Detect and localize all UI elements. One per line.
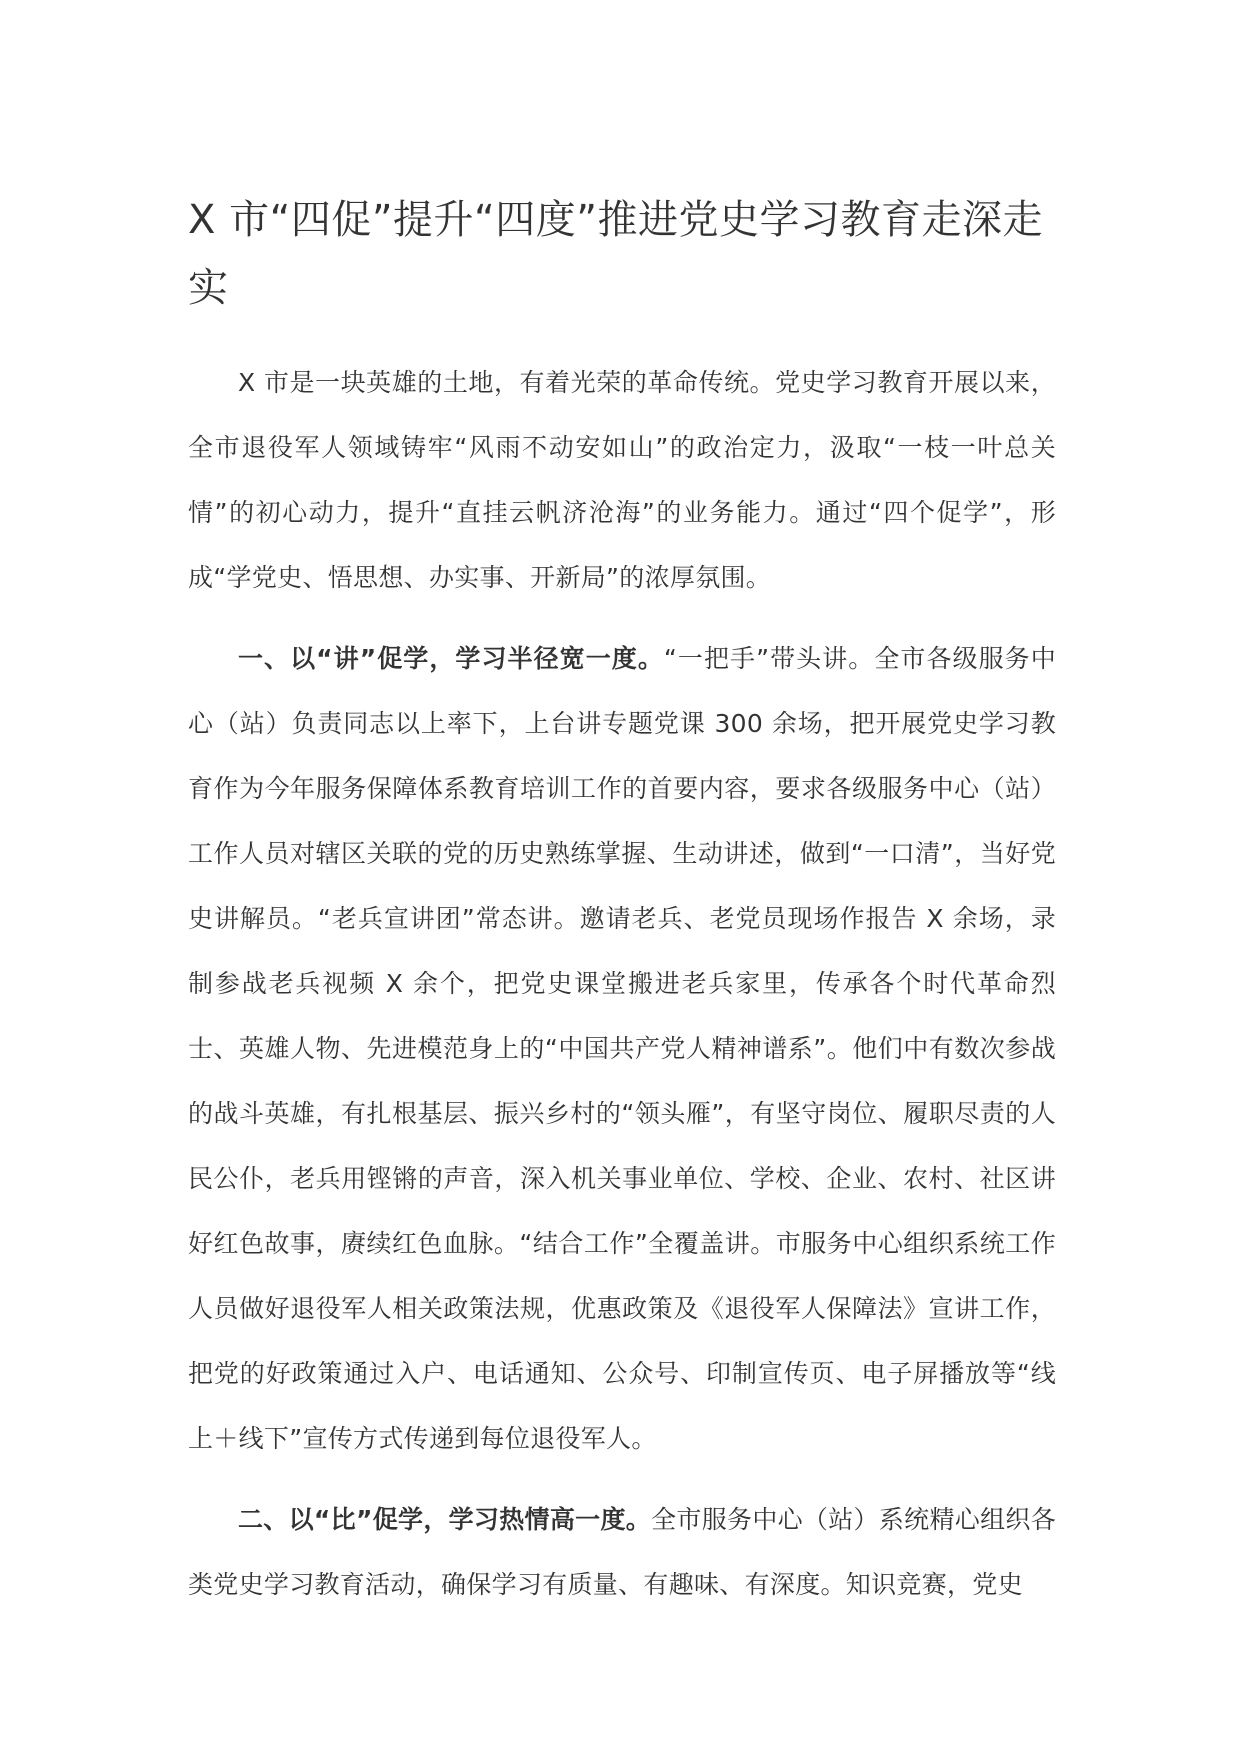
paragraph-section-1 (188, 626, 1056, 1471)
paragraph-intro (188, 350, 1056, 610)
paragraph-intro-text: X 市是一块英雄的土地，有着光荣的革命传统。党史学习教育开展以来，全市退役军人领域铸牢“风雨不动安如山”的政治定力，汲取“一枝一叶总关情”的初心动力，提升“直挂云帆济沧海”的业务能力。通过“四个促学”，形成“学党史、悟思想、办实事、开新局”的浓厚氛围。 (188, 368, 1056, 592)
document-body (188, 186, 1056, 1617)
section-1-text: “一把手”带头讲。全市各级服务中心（站）负责同志以上率下，上台讲专题党课 300 余场，把开展党史学习教育作为今年服务保障体系教育培训工作的首要内容，要求各级服务中心（站）工作人员对辖区关联的党的历史熟练掌握、生动讲述，做到“一口清”，当好党史讲解员。“老兵宣讲团”常态讲。邀请老兵、老党员现场作报告 X 余场，录制参战老兵视频 X 余个，把党史课堂搬进老兵家里，传承各个时代革命烈士、英雄人物、先进模范身上的“中国共产党人精神谱系”。他们中有数次参战的战斗英雄，有扎根基层、振兴乡村的“领头雁”，有坚守岗位、履职尽责的人民公仆，老兵用铿锵的声音，深入机关事业单位、学校、企业、农村、社区讲好红色故事，赓续红色血脉。“结合工作”全覆盖讲。市服务中心组织系统工作人员做好退役军人相关政策法规，优惠政策及《退役军人保障法》宣讲工作，把党的好政策通过入户、电话通知、公众号、印制宣传页、电子屏播放等“线上＋线下”宣传方式传递到每位退役军人。 (188, 644, 1056, 1453)
paragraph-section-2 (188, 1487, 1056, 1617)
section-2-heading: 二、以“比”促学，学习热情高一度。 (238, 1505, 652, 1534)
section-1-heading: 一、以“讲”促学，学习半径宽一度。 (238, 644, 664, 673)
section-2-text: 全市服务中心（站）系统精心组织各类党史学习教育活动，确保学习有质量、有趣味、有深度。知识竞赛，党史 (188, 1505, 1056, 1599)
document-title: X 市“四促”提升“四度”推进党史学习教育走深走实 (188, 197, 1044, 311)
